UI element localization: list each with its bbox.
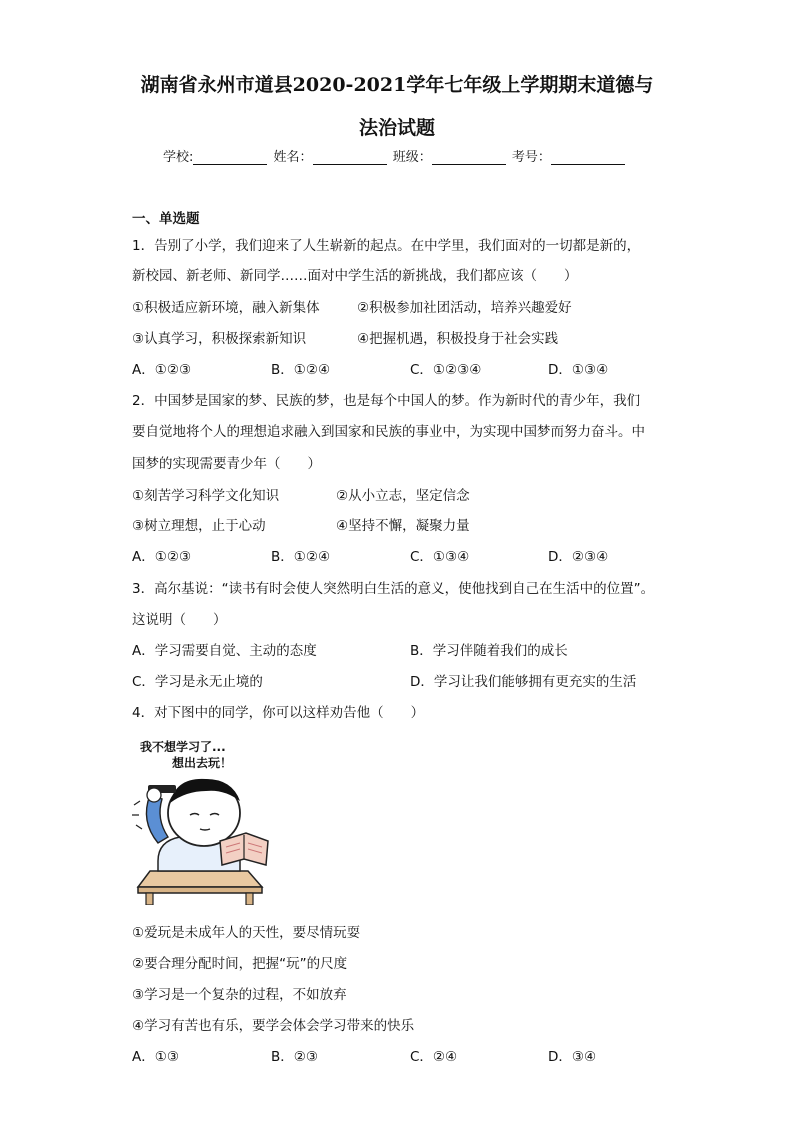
q3-option-a[interactable]: A．学习需要自觉、主动的态度	[132, 643, 317, 659]
q2-option-d[interactable]: D．②③④	[548, 549, 609, 565]
q1-statement-2: ②积极参加社团活动，培养兴趣爱好	[357, 300, 572, 316]
q2-statement-3: ③树立理想，止于心动	[132, 518, 266, 534]
q4-option-d[interactable]: D．③④	[548, 1049, 597, 1065]
q1-statement-4: ④把握机遇，积极投身于社会实践	[357, 331, 559, 347]
school-blank	[193, 151, 267, 165]
name-blank	[313, 151, 387, 165]
q3-stem-line-1: 3．高尔基说：“读书有时会使人突然明白生活的意义，使他找到自己在生活中的位置”。	[132, 581, 655, 597]
exam-number-label: 考号：	[511, 150, 551, 165]
q1-statement-3: ③认真学习，积极探索新知识	[132, 331, 307, 347]
q4-statement-1: ①爱玩是未成年人的天性，要尽情玩耍	[132, 925, 361, 941]
q1-statement-1: ①积极适应新环境，融入新集体	[132, 300, 320, 316]
q1-option-c[interactable]: C．①②③④	[410, 362, 482, 378]
q2-stem-line-1: 2．中国梦是国家的梦、民族的梦，也是每个中国人的梦。作为新时代的青少年，我们	[132, 393, 641, 409]
student-info-fields	[163, 146, 627, 165]
class-label: 班级：	[392, 150, 432, 165]
q2-option-b[interactable]: B．①②④	[271, 549, 331, 565]
name-label: 姓名：	[273, 150, 313, 165]
exam-title-line-2: 法治试题	[358, 117, 435, 139]
student-cartoon-image	[128, 737, 280, 905]
exam-number-blank	[551, 151, 625, 165]
q2-statement-1: ①刻苦学习科学文化知识	[132, 488, 280, 504]
q1-stem-line-2: 新校园、新老师、新同学……面对中学生活的新挑战，我们都应该（ ）	[132, 268, 578, 284]
q4-stem-line-1: 4．对下图中的同学，你可以这样劝告他（ ）	[132, 705, 425, 721]
school-label: 学校:	[163, 150, 194, 165]
q2-statement-2: ②从小立志，坚定信念	[336, 488, 470, 504]
q3-stem-line-2: 这说明（ ）	[132, 612, 227, 628]
exam-title-line-1: 湖南省永州市道县2020-2021学年七年级上学期期末道德与	[140, 74, 654, 96]
q2-statement-4: ④坚持不懈，凝聚力量	[336, 518, 470, 534]
q3-option-c[interactable]: C．学习是永无止境的	[132, 674, 263, 690]
q4-option-b[interactable]: B．②③	[271, 1049, 318, 1065]
q4-option-c[interactable]: C．②④	[410, 1049, 458, 1065]
q2-stem-line-3: 国梦的实现需要青少年（ ）	[132, 456, 321, 472]
q2-stem-line-2: 要自觉地将个人的理想追求融入到国家和民族的事业中，为实现中国梦而努力奋斗。中	[132, 424, 645, 440]
q2-option-a[interactable]: A．①②③	[132, 549, 192, 565]
cartoon-caption-line-2: 想出去玩！	[172, 756, 233, 770]
class-blank	[432, 151, 506, 165]
q4-option-a[interactable]: A．①③	[132, 1049, 179, 1065]
q1-option-b[interactable]: B．①②④	[271, 362, 331, 378]
q1-option-d[interactable]: D．①③④	[548, 362, 609, 378]
q1-option-a[interactable]: A．①②③	[132, 362, 192, 378]
q3-option-d[interactable]: D．学习让我们能够拥有更充实的生活	[410, 674, 637, 690]
section-title: 一、单选题	[132, 211, 200, 227]
q3-option-b[interactable]: B．学习伴随着我们的成长	[410, 643, 568, 659]
q4-statement-3: ③学习是一个复杂的过程，不如放弃	[132, 987, 347, 1003]
q2-option-c[interactable]: C．①③④	[410, 549, 470, 565]
q1-stem-line-1: 1．告别了小学，我们迎来了人生崭新的起点。在中学里，我们面对的一切都是新的，	[132, 238, 641, 254]
q4-statement-2: ②要合理分配时间，把握“玩”的尺度	[132, 956, 348, 972]
cartoon-caption-line-1: 我不想学习了...	[140, 740, 226, 754]
q4-statement-4: ④学习有苦也有乐，要学会体会学习带来的快乐	[132, 1018, 415, 1034]
